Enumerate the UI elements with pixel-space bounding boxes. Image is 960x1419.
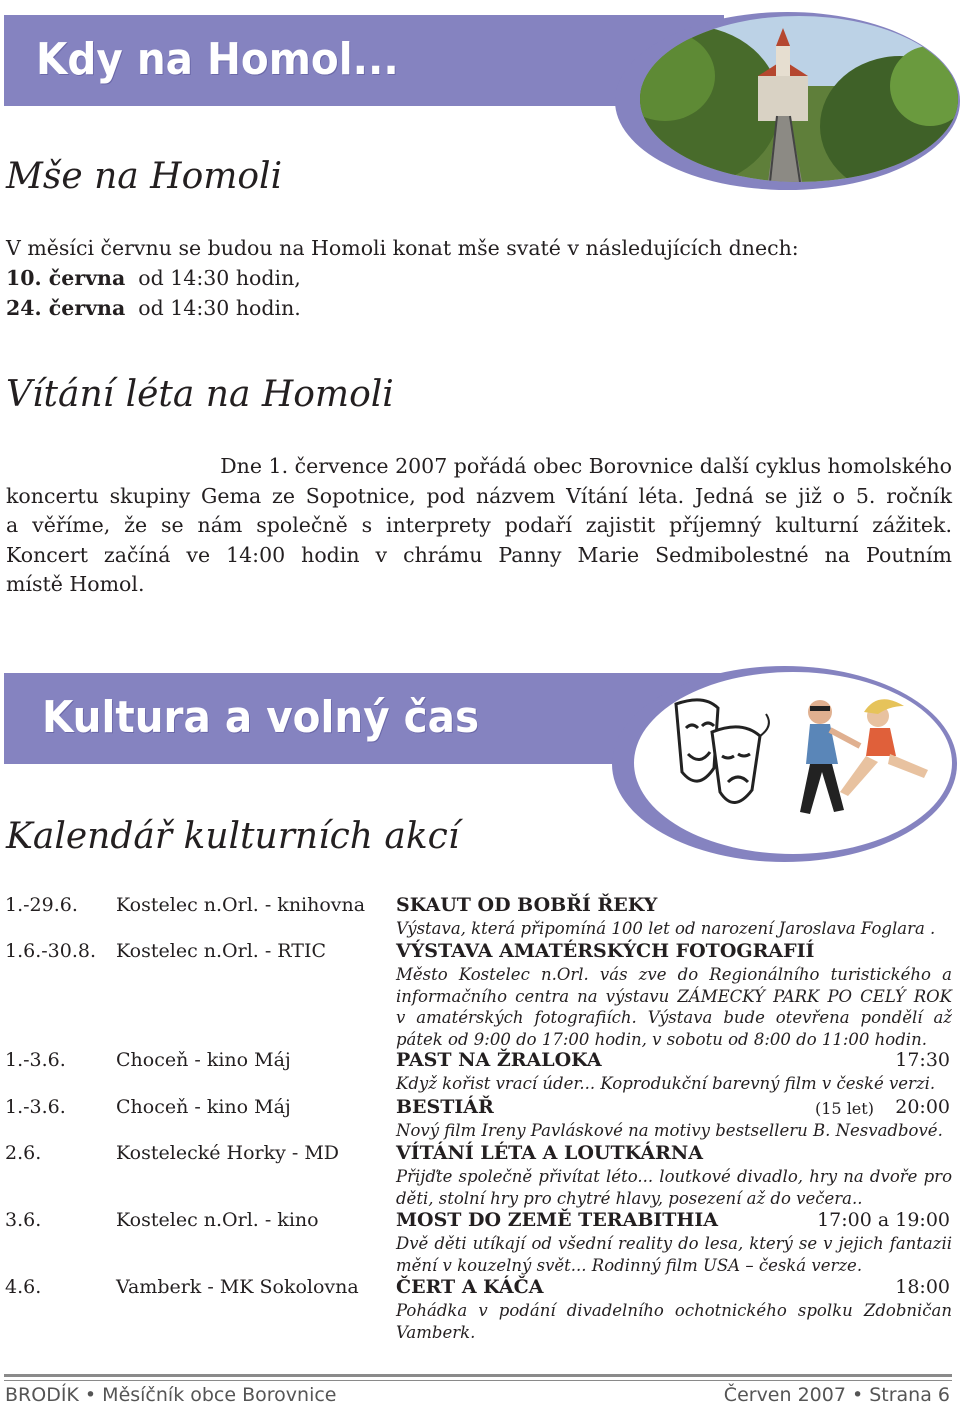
event-date: 1.-29.6.	[5, 894, 78, 916]
event-title: BESTIÁŘ	[396, 1096, 494, 1118]
event-description-line: pátek od 9:00 do 17:00 hodin, v sobotu od 8:00 do 11:00 hodin.	[396, 1029, 927, 1049]
vitani-line: a věříme, že se nám společně s interprety podaří zajistit příjemný kulturní zážitek.	[6, 513, 952, 537]
mse-intro: V měsíci červnu se budou na Homoli konat mše svaté v následujících dnech:	[6, 236, 799, 260]
event-age-limit: (15 let)	[815, 1099, 874, 1118]
event-date: 2.6.	[5, 1142, 42, 1164]
event-place: Kostelec n.Orl. - RTIC	[116, 940, 326, 962]
event-date: 3.6.	[5, 1209, 42, 1231]
event-place: Choceň - kino Máj	[116, 1049, 291, 1071]
event-time: 17:30	[895, 1049, 950, 1071]
event-description	[396, 1120, 952, 1142]
event-title: ČERT A KÁČA	[396, 1276, 544, 1298]
event-time: 20:00	[895, 1096, 950, 1118]
vitani-line: koncertu skupiny Gema ze Sopotnice, pod názvem Vítání léta. Jedná se již o 5. ročník	[6, 483, 952, 508]
church-on-hill-photo	[640, 16, 958, 182]
event-description	[396, 1073, 952, 1095]
event-time: 18:00	[895, 1276, 950, 1298]
mse-heading: Mše na Homoli	[6, 156, 283, 197]
mse-date-label: 24. června	[6, 296, 126, 320]
event-description-line: Přijďte společně přivítat léto... loutkové divadlo, hry na dvoře pro	[396, 1167, 952, 1186]
footer-rule	[4, 1374, 952, 1377]
vitani-line: Koncert začíná ve 14:00 hodin v chrámu Panny Marie Sedmibolestné na Poutním	[6, 542, 952, 567]
section-title: Kultura a volný čas	[42, 692, 480, 743]
event-description-line: informačního centra na výstavu ZÁMECKÝ PARK PO CELÝ ROK	[396, 986, 952, 1006]
event-date: 1.6.-30.8.	[5, 940, 97, 962]
event-description-line: Město Kostelec n.Orl. vás zve do Regionálního turistického a	[396, 965, 952, 984]
church-photo	[640, 16, 958, 182]
event-description-line: Nový film Ireny Pavláskové na motivy bestselleru B. Nesvadbové.	[396, 1121, 943, 1140]
mse-date-label: 10. června	[6, 266, 126, 290]
event-place: Kostelecké Horky - MD	[116, 1142, 340, 1164]
event-place: Vamberk - MK Sokolovna	[116, 1276, 359, 1298]
vitani-heading: Vítání léta na Homoli	[6, 374, 394, 415]
event-date: 1.-3.6.	[5, 1049, 66, 1071]
event-description-line: Výstava, která připomíná 100 let od narození Jaroslava Foglara .	[396, 919, 936, 938]
event-description-line: v amatérských fotografiích. Výstava bude otevřena pondělí až	[396, 1008, 952, 1027]
theatre-masks-and-dancers-icon	[634, 672, 952, 854]
mse-date-2	[6, 294, 301, 324]
mse-date-time: od 14:30 hodin.	[138, 296, 301, 320]
footer-page-info: Červen 2007 • Strana 6	[723, 1384, 950, 1406]
vitani-line: místě Homol.	[6, 572, 145, 596]
event-title: VÝSTAVA AMATÉRSKÝCH FOTOGRAFIÍ	[396, 940, 815, 962]
event-place: Choceň - kino Máj	[116, 1096, 291, 1118]
event-title: VÍTÁNÍ LÉTA A LOUTKÁRNA	[396, 1142, 703, 1164]
mse-date-time: od 14:30 hodin,	[138, 266, 301, 290]
footer-publication: BRODÍK • Měsíčník obce Borovnice	[5, 1384, 337, 1406]
event-title: MOST DO ZEMĚ TERABITHIA	[396, 1209, 718, 1231]
event-description-line: Pohádka v podání divadelního ochotnického spolku Zdobničan	[396, 1301, 952, 1320]
footer-rule	[4, 1380, 952, 1381]
event-title: PAST NA ŽRALOKA	[396, 1049, 602, 1071]
event-title: SKAUT OD BOBŘÍ ŘEKY	[396, 894, 658, 916]
event-place: Kostelec n.Orl. - knihovna	[116, 894, 366, 916]
art-panel	[634, 672, 952, 854]
section-title: Kdy na Homol...	[36, 34, 399, 85]
event-description-line: mění v kouzelný svět... Rodinný film USA – česká verze.	[396, 1255, 863, 1275]
vitani-paragraph	[6, 452, 952, 600]
event-place: Kostelec n.Orl. - kino	[116, 1209, 319, 1231]
event-description	[396, 1166, 952, 1209]
event-description	[396, 964, 952, 1050]
vitani-line: Dne 1. července 2007 pořádá obec Borovnice další cyklus homolského	[220, 454, 952, 478]
event-time: 17:00 a 19:00	[817, 1209, 950, 1231]
event-date: 1.-3.6.	[5, 1096, 66, 1118]
event-description	[396, 1233, 952, 1276]
event-description-line: Když kořist vrací úder... Koprodukční barevný film v české verzi.	[396, 1074, 936, 1093]
event-description-line: Dvě děti utíkají od všední reality do lesa, který se v jejich fantazii	[396, 1234, 952, 1253]
event-description	[396, 918, 952, 940]
event-description-line: Vamberk.	[396, 1322, 476, 1342]
calendar-heading: Kalendář kulturních akcí	[6, 816, 460, 857]
event-description-line: děti, stolní hry pro chytré hlavy, posezení až do večera..	[396, 1188, 863, 1208]
event-description	[396, 1300, 952, 1343]
mse-date-1	[6, 264, 301, 294]
event-date: 4.6.	[5, 1276, 42, 1298]
